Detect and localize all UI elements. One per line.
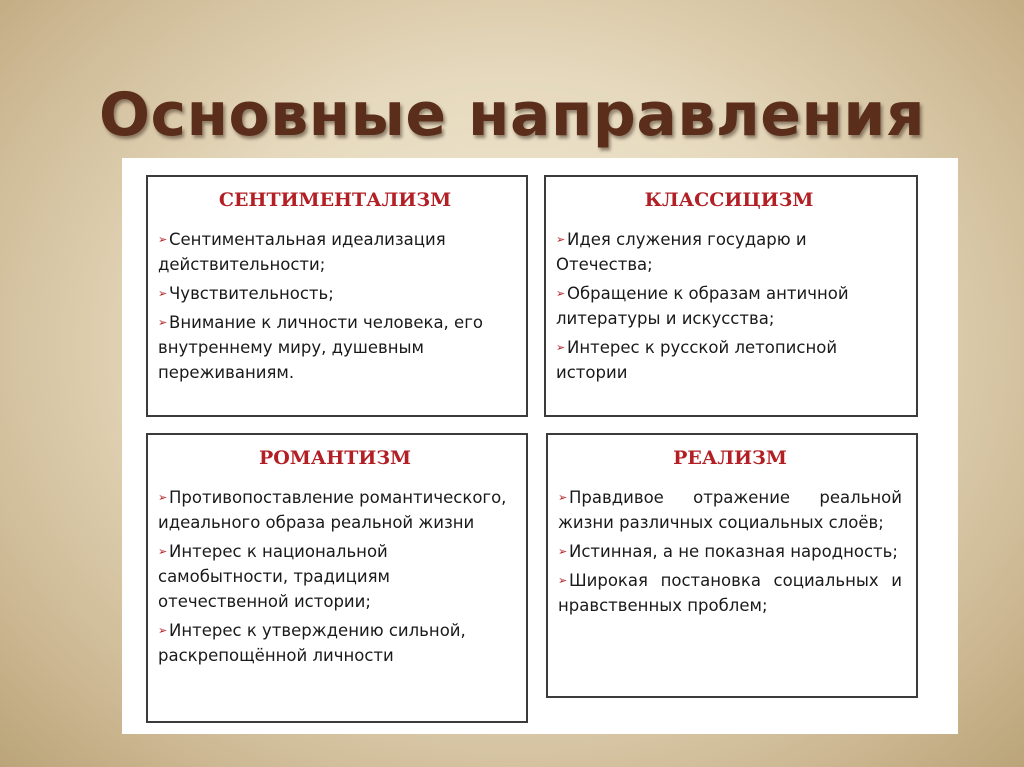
- card-romanticism: [146, 433, 528, 723]
- list-item-text: Сентиментальная идеализация действительности;: [158, 230, 446, 274]
- card-heading: РОМАНТИЗМ: [258, 447, 412, 469]
- list-item-text: Истинная, а не показная народность;: [569, 542, 898, 561]
- list-item: [158, 310, 512, 385]
- arrow-bullet-icon: ➢: [158, 233, 168, 246]
- arrow-bullet-icon: ➢: [558, 574, 568, 587]
- list-item: [558, 485, 902, 535]
- card-classicism: [544, 175, 918, 417]
- card-realism: [546, 433, 918, 698]
- card-heading: СЕНТИМЕНТАЛИЗМ: [218, 189, 452, 211]
- list-item-text: Идея служения государю и Отечества;: [556, 230, 807, 274]
- card-heading: КЛАССИЦИЗМ: [644, 189, 814, 211]
- list-item: [556, 281, 902, 331]
- slide-title: Основные направления: [99, 80, 925, 150]
- arrow-bullet-icon: ➢: [158, 545, 168, 558]
- list-item-text: Внимание к личности человека, его внутреннему миру, душевным переживаниям.: [158, 313, 483, 382]
- list-item-text: Широкая постановка социальных и нравственных проблем;: [558, 571, 902, 615]
- list-item-text: Противопоставление романтического, идеального образа реальной жизни: [158, 488, 507, 532]
- list-item-text: Чувствительность;: [169, 284, 334, 303]
- list-item: [558, 568, 902, 618]
- card-heading: РЕАЛИЗМ: [673, 447, 787, 469]
- list-item: [158, 281, 512, 306]
- arrow-bullet-icon: ➢: [558, 545, 568, 558]
- list-item-text: Интерес к национальной самобытности, традициям отечественной истории;: [158, 542, 390, 611]
- arrow-bullet-icon: ➢: [556, 287, 566, 300]
- list-item: [556, 227, 902, 277]
- arrow-bullet-icon: ➢: [158, 624, 168, 637]
- card-sentimentalism: [146, 175, 528, 417]
- list-item-text: Интерес к русской летописной истории: [556, 338, 838, 382]
- arrow-bullet-icon: ➢: [558, 491, 568, 504]
- list-item: [158, 485, 512, 535]
- arrow-bullet-icon: ➢: [158, 287, 168, 300]
- list-item: [556, 335, 902, 385]
- arrow-bullet-icon: ➢: [556, 341, 566, 354]
- list-item-text: Интерес к утверждению сильной, раскрепощённой личности: [158, 621, 466, 665]
- list-item: [558, 539, 902, 564]
- list-item-text: Правдивое отражение реальной жизни различных социальных слоёв;: [558, 488, 902, 532]
- arrow-bullet-icon: ➢: [556, 233, 566, 246]
- list-item-text: Обращение к образам античной литературы и искусства;: [556, 284, 849, 328]
- arrow-bullet-icon: ➢: [158, 316, 168, 329]
- arrow-bullet-icon: ➢: [158, 491, 168, 504]
- list-item: [158, 539, 512, 614]
- list-item: [158, 227, 512, 277]
- list-item: [158, 618, 512, 668]
